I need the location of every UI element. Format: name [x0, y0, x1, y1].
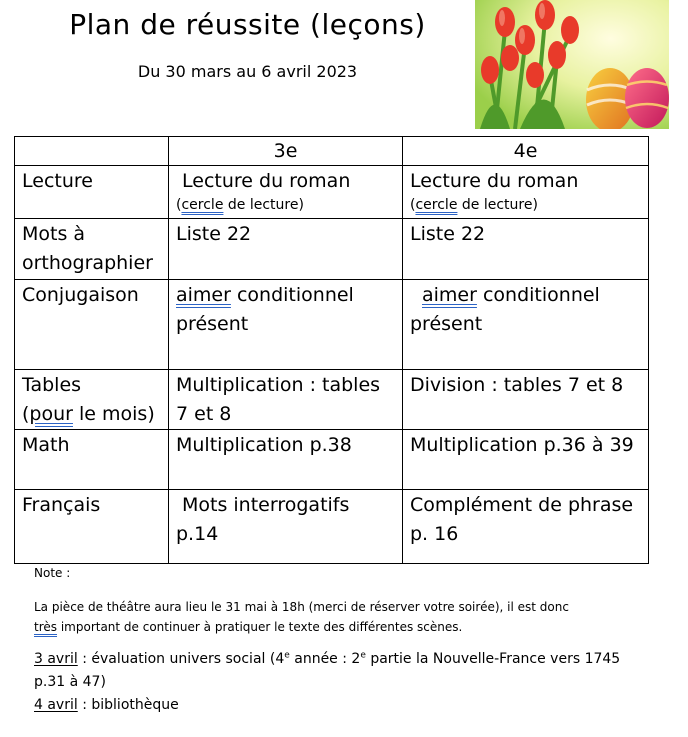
cell-text: conditionnel présent: [410, 284, 600, 335]
cell-note: [410, 196, 641, 214]
header-cell-empty: [15, 137, 169, 166]
grade3-cell: [169, 490, 403, 564]
note-text-part2: important de continuer à pratiquer le texte des différentes scènes.: [57, 620, 463, 634]
grade4-cell: [403, 280, 649, 370]
grade4-cell: Division : tables 7 et 8: [403, 370, 649, 430]
event-item: [34, 694, 634, 717]
subject-cell: Lecture: [15, 166, 169, 219]
subject-line: [22, 400, 161, 429]
event-item: [34, 648, 634, 694]
subject-cell: [15, 370, 169, 430]
verb-underlined: aimer: [422, 284, 477, 306]
grade4-cell: Liste 22: [403, 219, 649, 280]
event-date: 3 avril: [34, 651, 78, 667]
table-row: [15, 219, 649, 280]
page-title: Plan de réussite (leçons): [69, 8, 426, 41]
note-open: (: [176, 197, 182, 213]
superscript: e: [360, 650, 366, 661]
table-row: [15, 430, 649, 490]
subject-cell: [15, 219, 169, 280]
subject-line: orthographier: [22, 252, 153, 274]
table-row: [15, 280, 649, 370]
grade3-cell: Multiplication p.38: [169, 430, 403, 490]
subject-line: Mots à: [22, 223, 86, 245]
subject-cell: Conjugaison: [15, 280, 169, 370]
lesson-plan-table: [14, 136, 649, 564]
paren: (: [22, 403, 30, 425]
event-text: partie la Nouvelle-France vers 1745 p.31 à 47): [34, 651, 621, 690]
note-open: (: [410, 197, 416, 213]
superscript: e: [284, 650, 290, 661]
note-paragraph: [34, 597, 634, 637]
table-header-row: [15, 137, 649, 166]
grade3-cell: [169, 166, 403, 219]
note-underlined: cercle: [181, 197, 224, 213]
word-underlined: pour: [29, 403, 73, 425]
note-label: Note :: [34, 566, 71, 580]
event-text: : bibliothèque: [77, 697, 179, 713]
subject-cell: Math: [15, 430, 169, 490]
event-text: : évaluation univers social (4: [77, 651, 285, 667]
subject-line: Tables: [22, 374, 82, 396]
subject-rest: le mois): [72, 403, 155, 425]
date-range: Du 30 mars au 6 avril 2023: [137, 62, 358, 81]
grade3-cell: [169, 280, 403, 370]
grade3-cell: Liste 22: [169, 219, 403, 280]
grade4-cell: [403, 166, 649, 219]
event-date: 4 avril: [34, 697, 78, 713]
grade4-cell: Complément de phrase p. 16: [403, 490, 649, 564]
grade3-cell: Multiplication : tables 7 et 8: [169, 370, 403, 430]
notes-section: [34, 566, 634, 717]
note-rest: de lecture): [223, 197, 304, 213]
table-row: [15, 370, 649, 430]
cell-text: conditionnel présent: [176, 284, 354, 335]
note-underlined-word: très: [34, 620, 58, 634]
grade4-cell: Multiplication p.36 à 39: [403, 430, 649, 490]
event-text: année : 2: [289, 651, 361, 667]
table-row: [15, 490, 649, 564]
tulips-easter-eggs-icon: [475, 0, 669, 129]
note-underlined: cercle: [415, 197, 458, 213]
note-rest: de lecture): [457, 197, 538, 213]
table-row: [15, 166, 649, 219]
cell-text: Mots interrogatifs p.14: [176, 494, 350, 545]
cell-text: Lecture du roman: [410, 170, 579, 192]
cell-note: [176, 196, 395, 214]
note-text-part1: La pièce de théâtre aura lieu le 31 mai à 18h (merci de réserver votre soirée), il est donc: [34, 600, 569, 614]
subject-cell: Français: [15, 490, 169, 564]
verb-underlined: aimer: [176, 284, 231, 306]
cell-text: Lecture du roman: [182, 170, 351, 192]
header-cell-3e: 3e: [169, 137, 403, 166]
header-cell-4e: 4e: [403, 137, 649, 166]
